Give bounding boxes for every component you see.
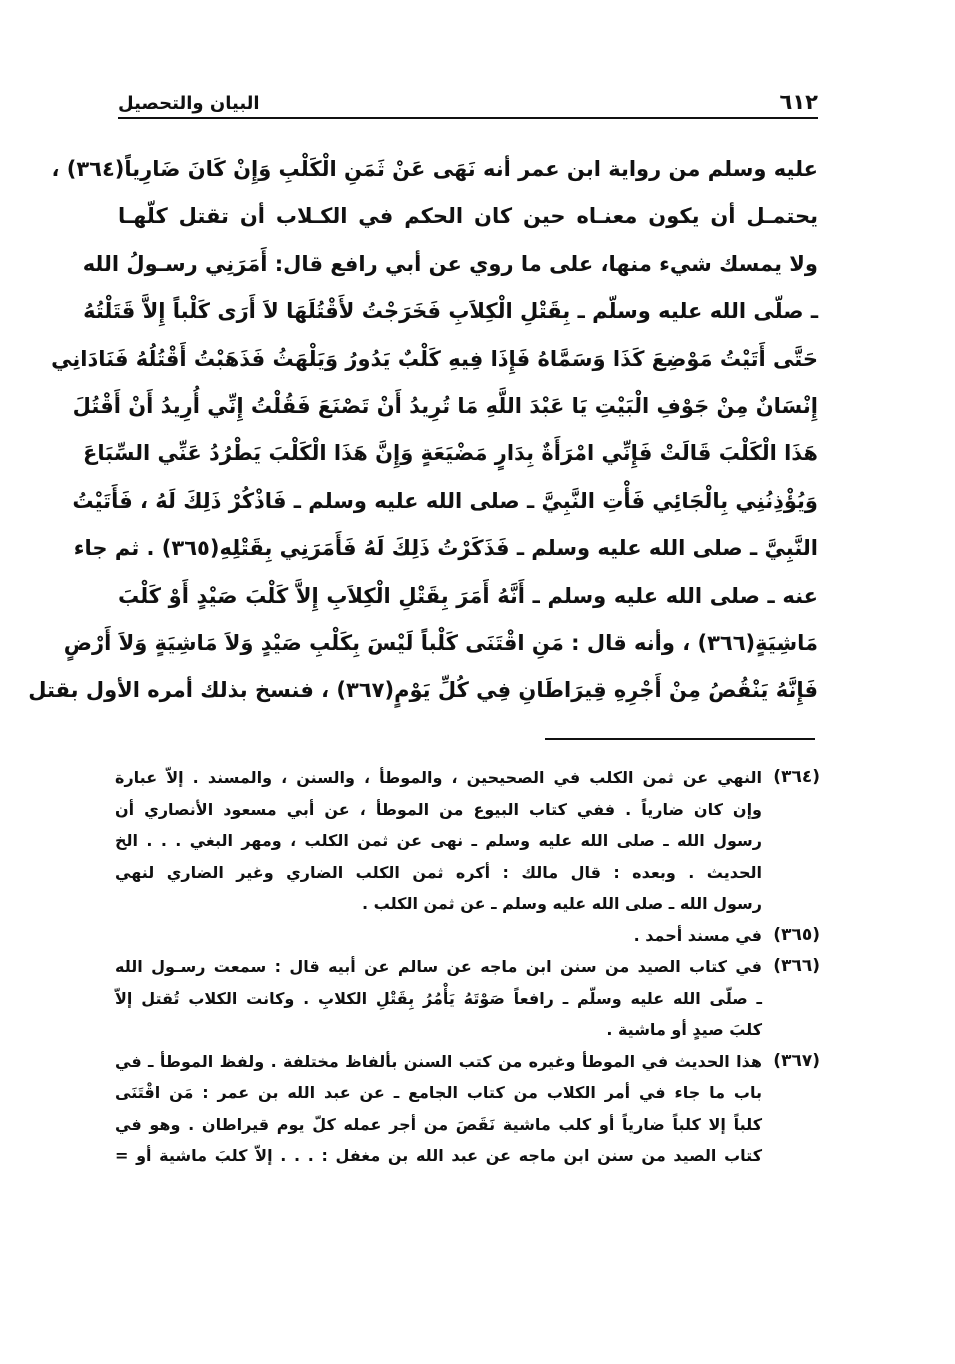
text-line: عليه وسلم من رواية ابن عمر أنه نَهَى عَنْ ثَمَنِ الْكَلْبِ وَإِنْ كَانَ ضَارِياً(٣٦٤) ، bbox=[51, 157, 818, 181]
footnote-line: كلباً إلا كلباً ضارياً أو كلب ماشية نَقَصَ من أجر عمله كلّ يوم قيراطان . وهو في bbox=[115, 1114, 762, 1134]
footnote-line: الحديث . وبعده : قال مالك : أكره ثمن الكلب الضاري وغير الضاري لنهي bbox=[115, 862, 762, 882]
running-title: البيان والتحصيل bbox=[118, 93, 260, 114]
footnote-line: في مسند أحمد . bbox=[633, 925, 762, 945]
footnote-365 bbox=[115, 920, 820, 952]
text-line: هَذَا الْكَلْبَ قَالَتْ فَإِنِّي امْرَأَةٌ بِدَارٍ مَضْيَعَةٍ وَإِنَّ هَذَا الْكَلْبَ يَطْرُدُ عَنِّي السِّبَاعَ bbox=[82, 441, 818, 466]
header-rule bbox=[118, 117, 818, 119]
footnote-line: وإن كان ضارياً . ففي كتاب البيوع من الموطأ ، عن أبي مسعود الأنصاري أن bbox=[115, 799, 762, 819]
footnote-number: (٣٦٦) bbox=[773, 956, 820, 976]
footnote-separator bbox=[545, 738, 815, 740]
footnote-line: باب ما جاء في أمر الكلاب من كتاب الجامع ـ عن عبد الله بن عمر : مَن اقْتَنَى bbox=[115, 1083, 762, 1102]
footnote-body bbox=[115, 920, 762, 952]
page-number: ٦١٢ bbox=[779, 90, 818, 114]
footnotes bbox=[115, 762, 820, 1272]
footnote-line: في كتاب الصيد من سنن ابن ماجه عن سالم عن أبيه قال : سمعت رسـول الله bbox=[115, 957, 762, 976]
footnote-body bbox=[115, 762, 762, 920]
footnote-line: ـ صلّى الله عليه وسلّم ـ رافعاً صَوْتَهُ يَأْمُرُ بِقَتْلِ الكلابِ . وكانت الكلاب تُقتل إلاّ bbox=[115, 988, 762, 1008]
main-text bbox=[28, 146, 818, 716]
footnote-line: كتاب الصيد من سنن ابن ماجه عن عبد الله بن مغفل : . . . إلاّ كلبَ ماشية أو = bbox=[115, 1146, 762, 1165]
footnote-367 bbox=[115, 1046, 820, 1172]
footnote-line: النهي عن ثمن الكلب في الصحيحين ، والموطأ ، والسنن ، والمسند . إلاّ عبارة bbox=[115, 768, 762, 787]
text-line: وَيُؤْذِنُنِي بِالْجَائِي فَأْتِ النَّبِيَّ ـ صلى الله عليه وسلم ـ فَاذْكُرْ ذَلِكَ لَهُ ، فَأَتَيْتُ bbox=[72, 488, 818, 513]
text-line: حَتَّى أَتَيْتُ مَوْضِعَ كَذَا وَسَمَّاهُ فَإِذَا فِيهِ كَلْبٌ يَدُورُ وَيَلْهَثُ فَذَهَبْتُ أَقْتُلُهُ فَنَادَانِي bbox=[51, 346, 818, 371]
footnote-line: رسول الله ـ صلى الله عليه وسلم ـ نهى عن ثمن الكلب ، ومهر البغي . . . الخ bbox=[115, 831, 762, 850]
footnote-number: (٣٦٧) bbox=[773, 1050, 820, 1071]
footnote-366 bbox=[115, 951, 820, 1046]
text-line: ـ صلّى الله عليه وسلّم ـ بِقَتْلِ الْكِلاَبِ فَخَرَجْتُ لأَقْتُلَهَا لاَ أَرَى كَلْباً إِلاَّ قَتَلْتُهُ bbox=[83, 299, 818, 324]
footnote-body bbox=[115, 1046, 762, 1172]
footnote-line: رسول الله ـ صلى الله عليه وسلم ـ عن ثمن الكلب . bbox=[362, 894, 762, 913]
footnote-number: (٣٦٥) bbox=[773, 924, 820, 945]
footnote-line: كلبَ صيدٍ أو ماشية . bbox=[606, 1020, 762, 1039]
footnote-line: هذا الحديث في الموطأ وغيره من كتب السنن بألفاظ مختلفة . ولفظ الموطأ ـ في bbox=[115, 1051, 762, 1071]
footnote-364 bbox=[115, 762, 820, 920]
page-header bbox=[118, 80, 818, 114]
footnote-number: (٣٦٤) bbox=[773, 767, 820, 787]
text-line: فَإِنَّهُ يَنْقُصُ مِنْ أَجْرِهِ قِيرَاطَانِ فِي كُلِّ يَوْمٍ(٣٦٧) ، فنسخ بذلك أمره الأول بقتل bbox=[28, 678, 818, 703]
text-line: النَّبِيَّ ـ صلى الله عليه وسلم ـ فَذَكَرْتُ ذَلِكَ لَهُ فَأَمَرَنِي بِقَتْلِهِ(٣٦٥) . ثم جاء bbox=[73, 536, 818, 561]
text-line: إِنْسَانٌ مِنْ جَوْفِ الْبَيْتِ يَا عَبْدَ اللَّهِ مَا تُرِيدُ أَنْ تَصْنَعَ فَقُلْتُ إِنِّي أُرِيدُ أَنْ أَقْتُلَ bbox=[72, 393, 818, 418]
footnote-body bbox=[115, 951, 762, 1046]
text-line: مَاشِيَةٍ(٣٦٦) ، وأنه قال : مَنِ اقْتَنَى كَلْباً لَيْسَ بِكَلْبِ صَيْدٍ وَلاَ مَاشِيَةٍ وَلاَ أَرْضٍ bbox=[63, 630, 818, 655]
text-line: يحتمـل أن يكون معنـاه حين كان الحكم في الكـلاب أن تقتل كلّهـا bbox=[118, 204, 818, 229]
text-line: عنه ـ صلى الله عليه وسلم ـ أَنَّهُ أَمَرَ بِقَتْلِ الْكِلاَبِ إِلاَّ كَلْبَ صَيْدٍ أَوْ كَلْبَ bbox=[118, 583, 818, 608]
text-line: ولا يمسك شيء منها، على ما روي عن أبي رافع قال: أَمَرَنِي رسـولُ الله bbox=[82, 251, 818, 276]
